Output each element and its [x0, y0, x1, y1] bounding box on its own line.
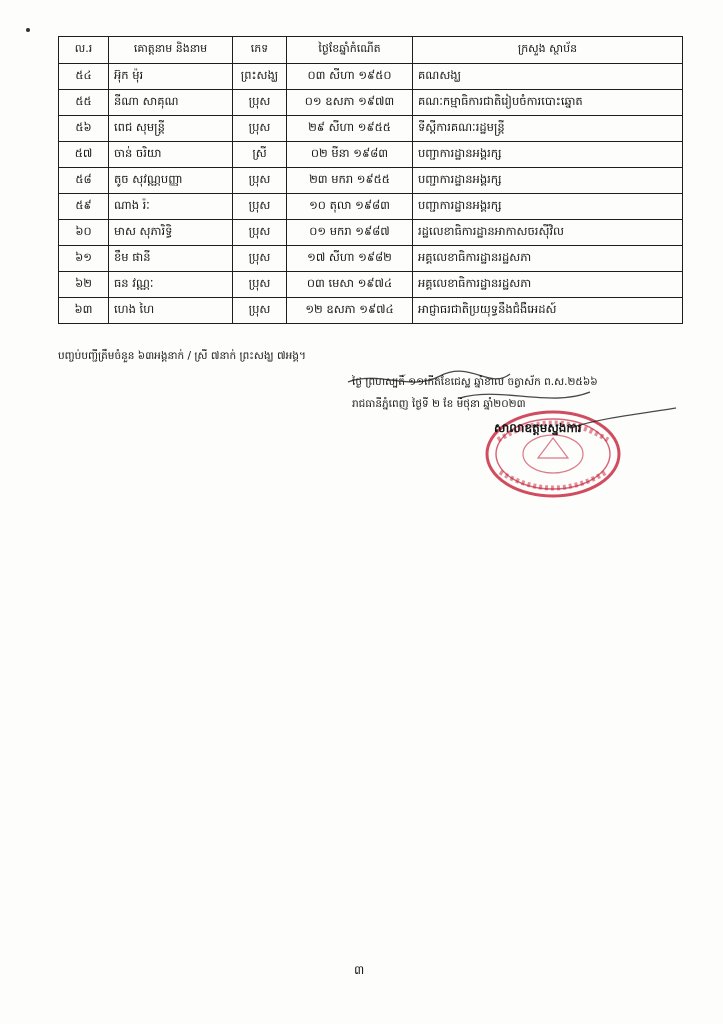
- header-no: ល.រ: [59, 37, 109, 64]
- list-summary: បញ្ចប់បញ្ជីត្រឹមចំនួន ៦៣អង្គនាក់ / ស្រី ៧នាក់ ព្រះសង្ឃ ៧អង្គ។: [58, 350, 306, 362]
- cell-dob: ០៣ សីហា ១៩៥០: [287, 64, 413, 90]
- cell-ministry: អគ្គលេខាធិការដ្ឋានរដ្ឋសភា: [413, 246, 683, 272]
- cell-ministry: អគ្គលេខាធិការដ្ឋានរដ្ឋសភា: [413, 272, 683, 298]
- cell-dob: ០១ ឧសភា ១៩៧៣: [287, 90, 413, 116]
- handwritten-signature: [340, 368, 680, 438]
- cell-name: ពេជ សុមន្ត្រី: [109, 116, 233, 142]
- roster-table: [58, 36, 683, 324]
- cell-ministry: បញ្ជាការដ្ឋានអង្គរក្ស: [413, 142, 683, 168]
- cell-dob: ២៣ មករា ១៩៥៥: [287, 168, 413, 194]
- cell-name: មាស សុភារិទ្ធិ: [109, 220, 233, 246]
- table-row: [59, 64, 683, 90]
- cell-sex: ប្រុស: [233, 194, 287, 220]
- page-number: ៣: [354, 963, 365, 977]
- closing-date-solar: រាជធានីភ្នំពេញ ថ្ងៃទី ២ ខែ មិថុនា ឆ្នាំ២០២៣: [352, 398, 526, 410]
- header-sex: ភេទ: [233, 37, 287, 64]
- cell-dob: ០១ មករា ១៩៨៧: [287, 220, 413, 246]
- cell-ministry: អាជ្ញាធរជាតិប្រយុទ្ធនឹងជំងឺអេដស៍: [413, 298, 683, 324]
- table-row: [59, 142, 683, 168]
- cell-no: ៥៦: [59, 116, 109, 142]
- cell-sex: ប្រុស: [233, 220, 287, 246]
- cell-name: ខឹម ផានី: [109, 246, 233, 272]
- cell-name: តូច សុវណ្ណបញ្ញា: [109, 168, 233, 194]
- table-header-row: [59, 37, 683, 64]
- cell-name: នីណា សាគុណ: [109, 90, 233, 116]
- cell-dob: ១៧ សីហា ១៩៨២: [287, 246, 413, 272]
- cell-no: ៥៤: [59, 64, 109, 90]
- table-row: [59, 272, 683, 298]
- cell-no: ៥៨: [59, 168, 109, 194]
- header-name: គោត្តនាម និងនាម: [109, 37, 233, 64]
- cell-name: អ៊ុក ម៉ុរ: [109, 64, 233, 90]
- cell-sex: ប្រុស: [233, 272, 287, 298]
- cell-sex: ស្រី: [233, 142, 287, 168]
- cell-no: ៥៧: [59, 142, 109, 168]
- table-row: [59, 90, 683, 116]
- signer-title: សាលាឧត្តមស្នងការ: [494, 421, 582, 435]
- table-row: [59, 168, 683, 194]
- cell-sex: ប្រុស: [233, 168, 287, 194]
- cell-name: ធន វណ្ណៈ: [109, 272, 233, 298]
- cell-ministry: រដ្ឋលេខាធិការដ្ឋានអាកាសចរស៊ីវិល: [413, 220, 683, 246]
- cell-ministry: គណៈកម្មាធិការជាតិរៀបចំការបោះឆ្នោត: [413, 90, 683, 116]
- cell-no: ៦៣: [59, 298, 109, 324]
- cell-dob: ១២ ឧសភា ១៩៧៤: [287, 298, 413, 324]
- cell-name: ហេង ហៃ: [109, 298, 233, 324]
- table-row: [59, 246, 683, 272]
- page-dot-mark: [26, 28, 30, 32]
- cell-sex: ប្រុស: [233, 246, 287, 272]
- header-dob: ថ្ងៃខែឆ្នាំកំណើត: [287, 37, 413, 64]
- cell-no: ៦១: [59, 246, 109, 272]
- cell-no: ៥៥: [59, 90, 109, 116]
- header-ministry: ក្រសួង ស្ថាប័ន: [413, 37, 683, 64]
- cell-dob: ២៩ សីហា ១៩៥៥: [287, 116, 413, 142]
- cell-sex: ព្រះសង្ឃ: [233, 64, 287, 90]
- cell-dob: ០២ មីនា ១៩៨៣: [287, 142, 413, 168]
- cell-dob: ១០ តុលា ១៩៨៣: [287, 194, 413, 220]
- cell-name: ណាង រ៉ៈ: [109, 194, 233, 220]
- cell-no: ៦២: [59, 272, 109, 298]
- cell-ministry: គណសង្ឃ: [413, 64, 683, 90]
- closing-date-lunar: ថ្ងៃ ព្រហស្បតិ៍ ១១កើតខែជេស្ឋ ឆ្នាំខាល ចត្វាស័ក ព.ស.២៥៦៦: [352, 376, 598, 388]
- cell-no: ៥៩: [59, 194, 109, 220]
- table-row: [59, 298, 683, 324]
- cell-ministry: បញ្ជាការដ្ឋានអង្គរក្ស: [413, 168, 683, 194]
- cell-dob: ០៣ មេសា ១៩៧៤: [287, 272, 413, 298]
- cell-sex: ប្រុស: [233, 116, 287, 142]
- table-row: [59, 220, 683, 246]
- table-row: [59, 116, 683, 142]
- cell-no: ៦០: [59, 220, 109, 246]
- table-row: [59, 194, 683, 220]
- cell-ministry: ទីស្តីការគណៈរដ្ឋមន្ត្រី: [413, 116, 683, 142]
- cell-ministry: បញ្ជាការដ្ឋានអង្គរក្ស: [413, 194, 683, 220]
- cell-sex: ប្រុស: [233, 298, 287, 324]
- cell-name: ចាន់ ចរិយា: [109, 142, 233, 168]
- cell-sex: ប្រុស: [233, 90, 287, 116]
